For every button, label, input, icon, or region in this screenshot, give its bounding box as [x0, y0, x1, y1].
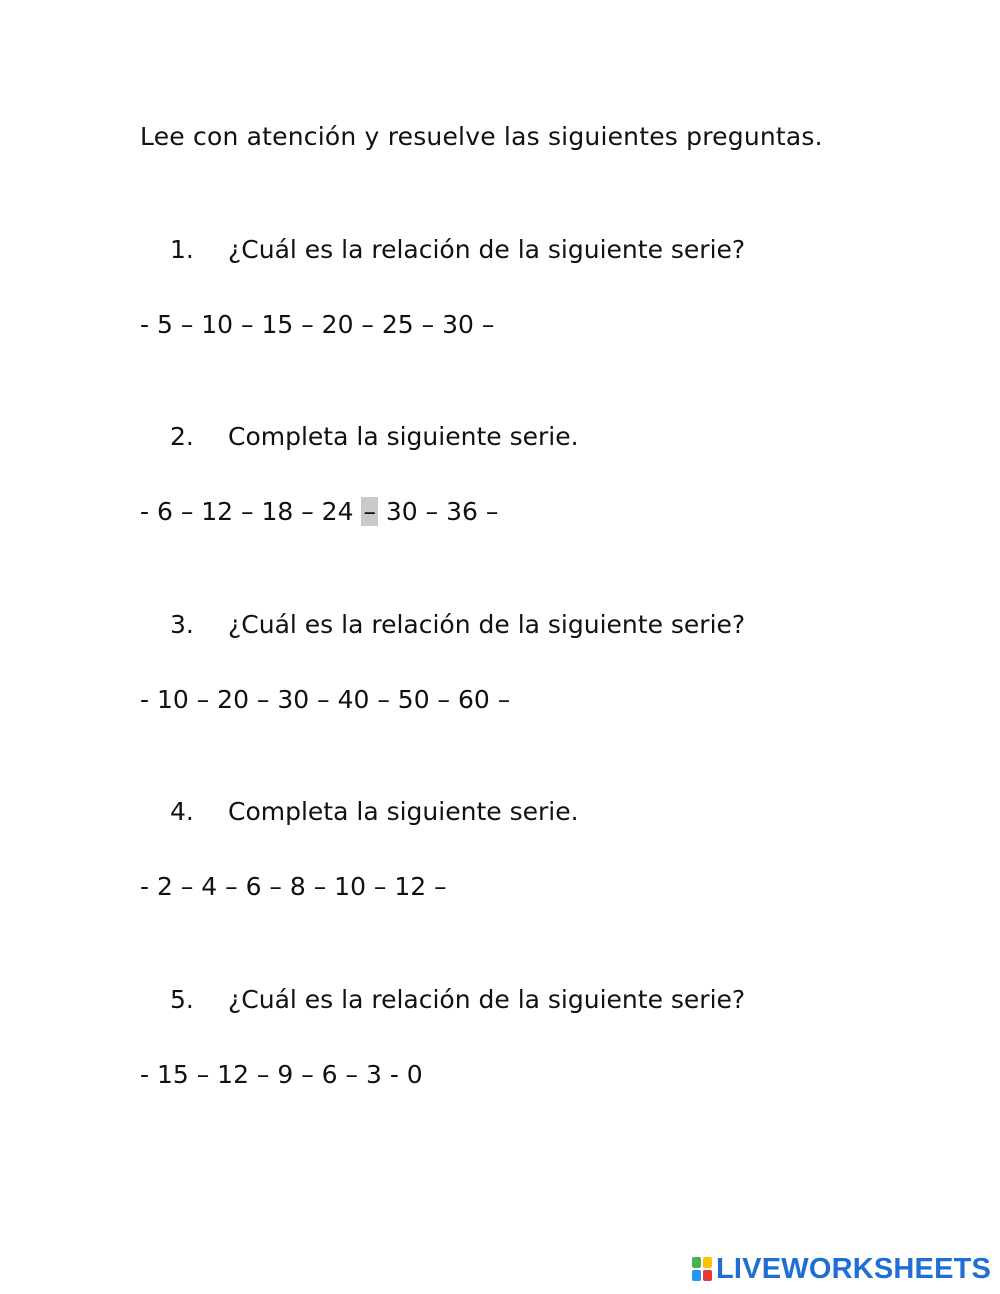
question-3-prompt: ¿Cuál es la relación de la siguiente serie?	[228, 610, 746, 639]
question-5-series-text: - 15 – 12 – 9 – 6 – 3 - 0	[140, 1060, 423, 1089]
logo-text: LIVEWORKSHEETS	[716, 1252, 992, 1285]
question-5-prompt: ¿Cuál es la relación de la siguiente serie?	[228, 985, 746, 1014]
answer-blank[interactable]: –	[363, 497, 376, 526]
question-2-series-before: - 6 – 12 – 18 – 24	[140, 497, 362, 526]
question-5-number: 5.	[170, 985, 194, 1014]
logo-mark-square	[692, 1257, 701, 1268]
question-1-series	[140, 308, 494, 342]
question-1-number: 1.	[170, 235, 194, 264]
question-4-number: 4.	[170, 797, 194, 826]
question-3-number: 3.	[170, 610, 194, 639]
question-4-series-text: - 2 – 4 – 6 – 8 – 10 – 12 –	[140, 872, 447, 901]
question-3-series-text: - 10 – 20 – 30 – 40 – 50 – 60 –	[140, 685, 511, 714]
instructions: Lee con atención y resuelve las siguientes preguntas.	[140, 122, 823, 151]
question-2-series	[140, 495, 498, 529]
question-1-series-text: - 5 – 10 – 15 – 20 – 25 – 30 –	[140, 310, 495, 339]
question-4-series	[140, 870, 447, 904]
question-2-number: 2.	[170, 422, 194, 451]
question-5-series	[140, 1058, 423, 1092]
logo-mark-icon	[692, 1257, 712, 1281]
logo-mark-square	[703, 1257, 712, 1268]
question-4-prompt: Completa la siguiente serie.	[228, 797, 579, 826]
question-1-prompt: ¿Cuál es la relación de la siguiente serie?	[228, 235, 746, 264]
logo-mark-square	[703, 1270, 712, 1281]
question-2-series-after: 30 – 36 –	[377, 497, 499, 526]
logo-mark-square	[692, 1270, 701, 1281]
liveworksheets-logo	[692, 1252, 991, 1286]
question-3-series	[140, 683, 510, 717]
question-2-prompt: Completa la siguiente serie.	[228, 422, 579, 451]
